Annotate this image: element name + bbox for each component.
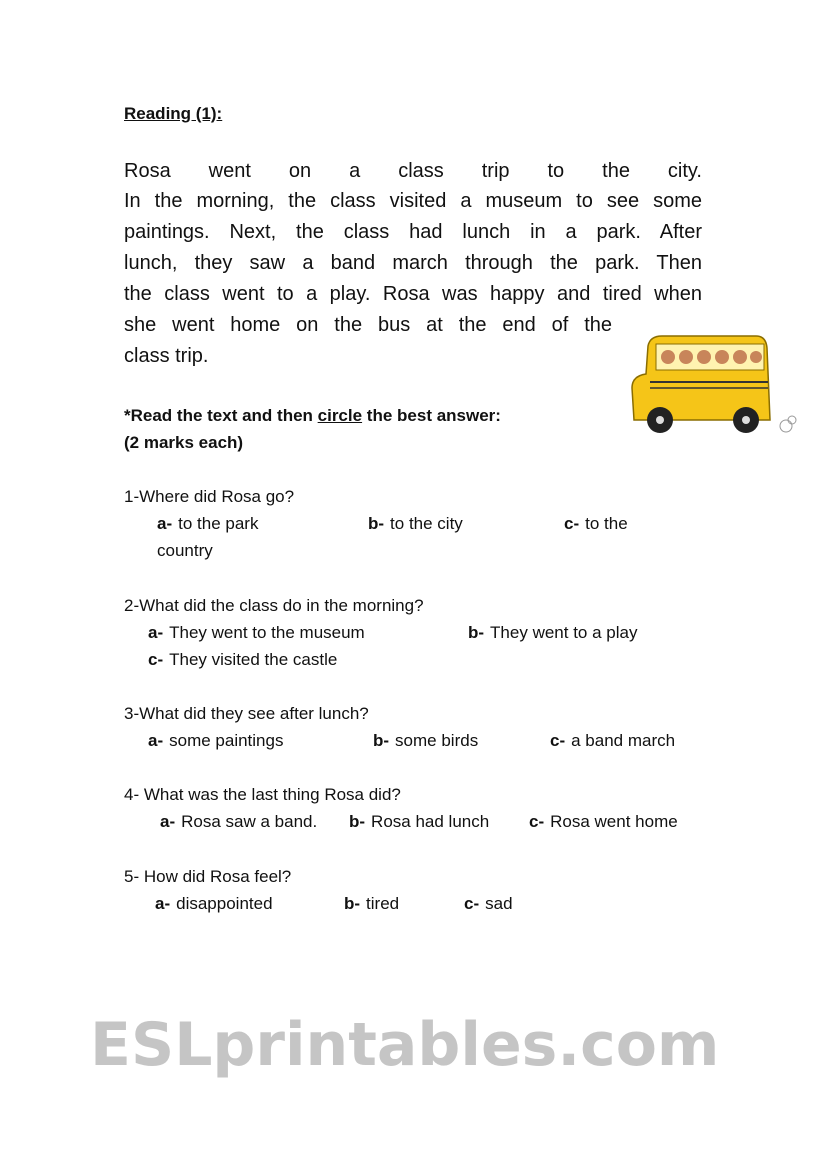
question-5: 5- How did Rosa feel? xyxy=(124,867,292,886)
instructions-emphasis: circle xyxy=(317,406,363,425)
school-bus-illustration xyxy=(628,328,800,440)
option-text: Rosa saw a band. xyxy=(181,812,318,831)
passage-line: In the morning, the class visited a museum to see some xyxy=(124,190,702,212)
option-text: sad xyxy=(485,894,513,913)
option-3c[interactable] xyxy=(550,731,675,751)
option-4b[interactable] xyxy=(349,812,489,832)
instructions xyxy=(124,406,501,426)
option-text: They went to a play xyxy=(490,623,638,642)
option-letter: b- xyxy=(349,812,366,831)
option-letter: c- xyxy=(148,650,164,669)
question-2: 2-What did the class do in the morning? xyxy=(124,596,424,615)
option-letter: a- xyxy=(160,812,176,831)
option-text: to the city xyxy=(390,514,463,533)
passage-line: class trip. xyxy=(124,345,209,367)
option-letter: c- xyxy=(529,812,545,831)
option-text: disappointed xyxy=(176,894,273,913)
marks-note: (2 marks each) xyxy=(124,433,244,452)
instructions-prefix: *Read the text and then xyxy=(124,406,318,425)
option-text: some birds xyxy=(395,731,479,750)
option-5c[interactable] xyxy=(464,894,513,914)
passage-line: paintings. Next, the class had lunch in a park. After xyxy=(124,221,702,243)
option-letter: c- xyxy=(550,731,566,750)
option-letter: b- xyxy=(373,731,390,750)
watermark: ESLprintables.com xyxy=(90,1010,720,1080)
option-text: a band march xyxy=(571,731,676,750)
passage-line: she went home on the bus at the end of the xyxy=(124,314,612,336)
option-text: Rosa went home xyxy=(550,812,678,831)
option-3b[interactable] xyxy=(373,731,478,751)
option-1c[interactable] xyxy=(564,514,628,534)
option-3a[interactable] xyxy=(148,731,283,751)
option-letter: c- xyxy=(564,514,580,533)
instructions-suffix: the best answer: xyxy=(362,406,501,425)
option-text: some paintings xyxy=(169,731,284,750)
option-1a[interactable] xyxy=(157,514,258,534)
option-4c[interactable] xyxy=(529,812,678,832)
question-4: 4- What was the last thing Rosa did? xyxy=(124,785,401,804)
option-2c[interactable] xyxy=(148,650,337,670)
option-text: Rosa had lunch xyxy=(371,812,490,831)
passage-line: the class went to a play. Rosa was happy and tired when xyxy=(124,283,702,305)
option-4a[interactable] xyxy=(160,812,317,832)
passage-line: Rosa went on a class trip to the city. xyxy=(124,160,702,182)
option-letter: c- xyxy=(464,894,480,913)
option-text: to the xyxy=(585,514,628,533)
question-1: 1-Where did Rosa go? xyxy=(124,487,295,506)
option-letter: a- xyxy=(155,894,171,913)
option-letter: a- xyxy=(148,731,164,750)
option-5a[interactable] xyxy=(155,894,273,914)
option-2a[interactable] xyxy=(148,623,365,643)
option-1c-wrap: country xyxy=(157,541,213,560)
worksheet-title: Reading (1): xyxy=(124,104,223,123)
option-letter: a- xyxy=(148,623,164,642)
option-letter: a- xyxy=(157,514,173,533)
passage-line: lunch, they saw a band march through the park. Then xyxy=(124,252,702,274)
option-text: They visited the castle xyxy=(169,650,338,669)
question-3: 3-What did they see after lunch? xyxy=(124,704,369,723)
option-text: to the park xyxy=(178,514,259,533)
option-text: tired xyxy=(366,894,400,913)
option-1b[interactable] xyxy=(368,514,463,534)
option-letter: b- xyxy=(468,623,485,642)
option-2b[interactable] xyxy=(468,623,637,643)
option-letter: b- xyxy=(368,514,385,533)
option-letter: b- xyxy=(344,894,361,913)
option-text: They went to the museum xyxy=(169,623,365,642)
option-5b[interactable] xyxy=(344,894,399,914)
